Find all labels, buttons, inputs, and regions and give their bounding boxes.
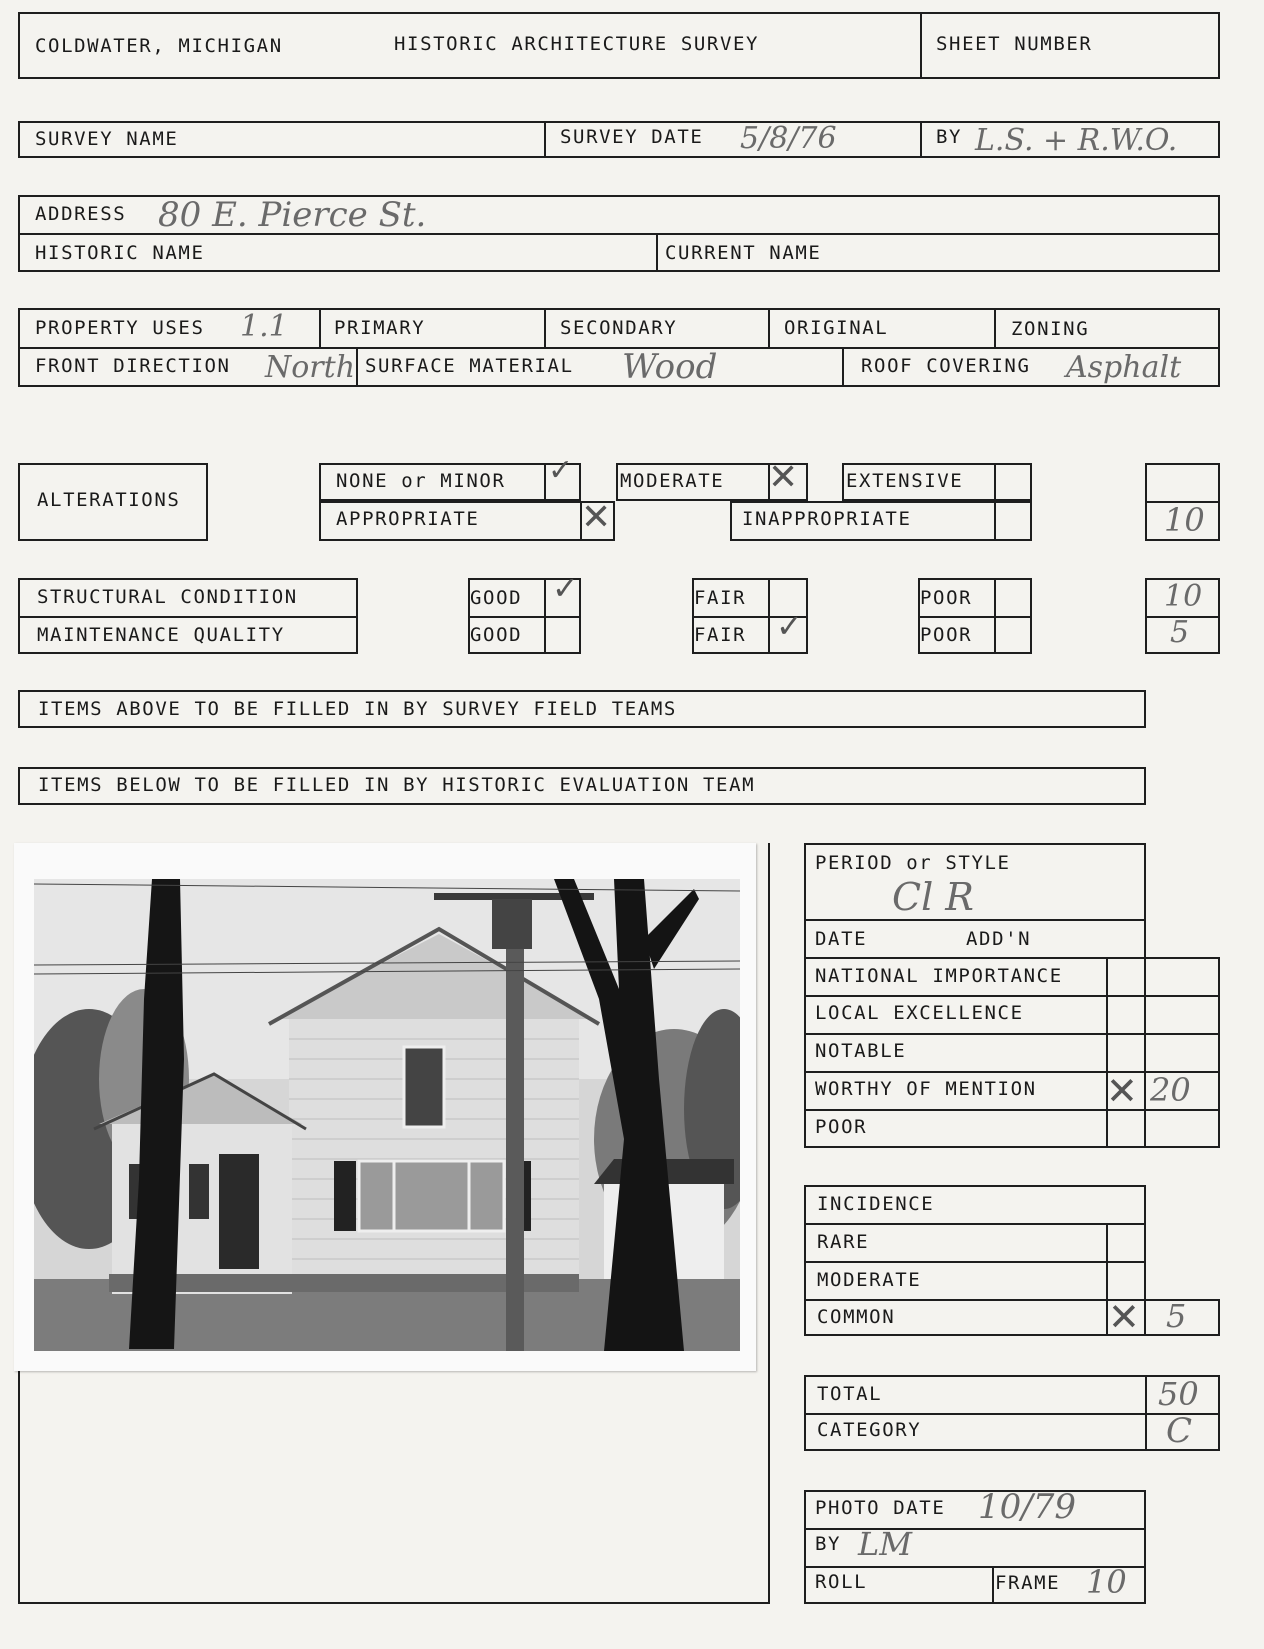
alt-none-minor-check-divider xyxy=(544,463,546,501)
historic-name-label: HISTORIC NAME xyxy=(35,242,205,264)
structural-score-value: 10 xyxy=(1164,579,1203,614)
common-label: COMMON xyxy=(817,1306,896,1328)
period-style-value: Cl R xyxy=(892,875,974,919)
front-direction-value: North xyxy=(265,350,356,385)
maintenance-good-label: GOOD xyxy=(470,624,523,646)
secondary-label: SECONDARY xyxy=(560,317,678,339)
address-label: ADDRESS xyxy=(35,203,127,225)
structural-poor-label: POOR xyxy=(920,587,973,609)
survey-date-label: SURVEY DATE xyxy=(560,126,704,148)
house-photograph xyxy=(14,843,756,1371)
current-name-label: CURRENT NAME xyxy=(665,242,822,264)
photo-panel-left-border xyxy=(18,1370,20,1603)
total-label: TOTAL xyxy=(817,1383,883,1405)
incidence-row-1 xyxy=(804,1223,1146,1225)
national-importance-label: NATIONAL IMPORTANCE xyxy=(815,965,1063,987)
photo-panel-right-border xyxy=(768,843,770,1603)
eval-row-6 xyxy=(804,1109,1220,1111)
local-excellence-label: LOCAL EXCELLENCE xyxy=(815,1002,1024,1024)
form-title: HISTORIC ARCHITECTURE SURVEY xyxy=(394,33,760,55)
property-divider-h xyxy=(18,347,1220,349)
structural-fair-label: FAIR xyxy=(694,587,747,609)
property-uses-value: 1.1 xyxy=(240,309,288,344)
maintenance-poor-label: POOR xyxy=(920,624,973,646)
photo-date-value: 10/79 xyxy=(978,1487,1076,1527)
photo-by-label: BY xyxy=(815,1533,842,1555)
eval-row-1 xyxy=(804,919,1146,921)
property-div-5 xyxy=(356,347,358,387)
maintenance-fair-label: FAIR xyxy=(694,624,747,646)
total-value: 50 xyxy=(1158,1375,1199,1413)
eval-poor-label: POOR xyxy=(815,1116,868,1138)
survey-by-label: BY xyxy=(936,126,963,148)
good-divider-h xyxy=(468,616,581,618)
period-style-label: PERIOD or STYLE xyxy=(815,852,1011,874)
common-score: 5 xyxy=(1166,1297,1187,1335)
property-div-2 xyxy=(544,308,546,347)
maintenance-quality-label: MAINTENANCE QUALITY xyxy=(37,624,285,646)
incidence-label: INCIDENCE xyxy=(817,1193,935,1215)
alt-moderate-label: MODERATE xyxy=(620,470,725,492)
common-x: ✕ xyxy=(1108,1295,1140,1339)
property-div-4 xyxy=(994,308,996,347)
surface-material-value: Wood xyxy=(622,347,718,387)
worthy-of-mention-x: ✕ xyxy=(1106,1069,1138,1113)
survey-name-label: SURVEY NAME xyxy=(35,128,179,150)
incidence-row-3 xyxy=(804,1299,1220,1301)
sheet-number-label: SHEET NUMBER xyxy=(936,33,1093,55)
survey-divider-1 xyxy=(544,121,546,158)
photo-date-label: PHOTO DATE xyxy=(815,1497,946,1519)
alt-appropriate-x: ✕ xyxy=(581,497,612,538)
evaluation-team-note: ITEMS BELOW TO BE FILLED IN BY HISTORIC EVALUATION TEAM xyxy=(38,774,756,796)
alt-score-value: 10 xyxy=(1164,501,1205,539)
eval-addn-label: ADD'N xyxy=(966,928,1032,950)
primary-label: PRIMARY xyxy=(334,317,426,339)
address-value: 80 E. Pierce St. xyxy=(158,195,427,235)
structural-good-label: GOOD xyxy=(470,587,523,609)
alt-none-minor-check: ✓ xyxy=(548,453,574,488)
surface-material-label: SURFACE MATERIAL xyxy=(365,355,574,377)
alt-inappropriate-label: INAPPROPRIATE xyxy=(742,508,912,530)
photo-info-row-1 xyxy=(804,1528,1146,1530)
eval-row-4 xyxy=(804,1033,1220,1035)
good-divider-v xyxy=(544,578,546,654)
worthy-of-mention-label: WORTHY OF MENTION xyxy=(815,1078,1037,1100)
eval-row-2 xyxy=(804,957,1220,959)
property-div-1 xyxy=(319,308,321,347)
roof-covering-value: Asphalt xyxy=(1066,350,1182,385)
incidence-moderate-label: MODERATE xyxy=(817,1269,922,1291)
maintenance-fair-check: ✓ xyxy=(776,607,803,645)
property-uses-label: PROPERTY USES xyxy=(35,317,205,339)
eval-extra-col xyxy=(1144,957,1220,1148)
alt-appropriate-label: APPROPRIATE xyxy=(336,508,480,530)
original-label: ORIGINAL xyxy=(784,317,889,339)
alterations-label: ALTERATIONS xyxy=(37,489,181,511)
photo-panel-bottom-border xyxy=(18,1602,770,1604)
photo-by-value: LM xyxy=(858,1525,913,1563)
category-label: CATEGORY xyxy=(817,1419,922,1441)
city-label: COLDWATER, MICHIGAN xyxy=(35,35,283,57)
house-photo-image xyxy=(34,879,740,1351)
roll-label: ROLL xyxy=(815,1571,868,1593)
survey-date-value: 5/8/76 xyxy=(740,121,837,156)
poor-divider-h xyxy=(918,616,1032,618)
condition-label-divider xyxy=(18,616,358,618)
structural-good-check: ✓ xyxy=(552,569,579,607)
front-direction-label: FRONT DIRECTION xyxy=(35,355,231,377)
photo-info-divider xyxy=(992,1566,994,1604)
frame-label: FRAME xyxy=(995,1572,1061,1594)
notable-label: NOTABLE xyxy=(815,1040,907,1062)
eval-col-divider xyxy=(1106,957,1108,1148)
eval-date-label: DATE xyxy=(815,928,868,950)
property-div-6 xyxy=(842,347,844,387)
survey-by-value: L.S. + R.W.O. xyxy=(975,123,1178,158)
totals-divider-h xyxy=(804,1413,1220,1415)
alt-none-minor-label: NONE or MINOR xyxy=(336,470,506,492)
incidence-row-2 xyxy=(804,1261,1146,1263)
alt-extensive-check-divider xyxy=(994,463,996,501)
address-divider-v xyxy=(656,233,658,272)
survey-divider-2 xyxy=(920,121,922,158)
roof-covering-label: ROOF COVERING xyxy=(861,355,1031,377)
maintenance-score-value: 5 xyxy=(1170,615,1190,650)
alt-inappropriate-check-divider xyxy=(994,501,996,541)
field-teams-note: ITEMS ABOVE TO BE FILLED IN BY SURVEY FIELD TEAMS xyxy=(38,698,677,720)
frame-value: 10 xyxy=(1086,1563,1127,1601)
structural-condition-label: STRUCTURAL CONDITION xyxy=(37,586,298,608)
rare-label: RARE xyxy=(817,1231,870,1253)
totals-divider-v xyxy=(1145,1375,1147,1451)
eval-row-3 xyxy=(804,995,1220,997)
zoning-label: ZONING xyxy=(1011,318,1090,340)
poor-divider-v xyxy=(994,578,996,654)
alt-moderate-x: ✕ xyxy=(768,457,799,498)
header-divider xyxy=(920,12,922,79)
alt-extensive-label: EXTENSIVE xyxy=(846,470,964,492)
worthy-of-mention-score: 20 xyxy=(1150,1071,1191,1109)
property-div-3 xyxy=(768,308,770,347)
fair-divider-v xyxy=(768,578,770,654)
category-value: C xyxy=(1166,1411,1193,1451)
